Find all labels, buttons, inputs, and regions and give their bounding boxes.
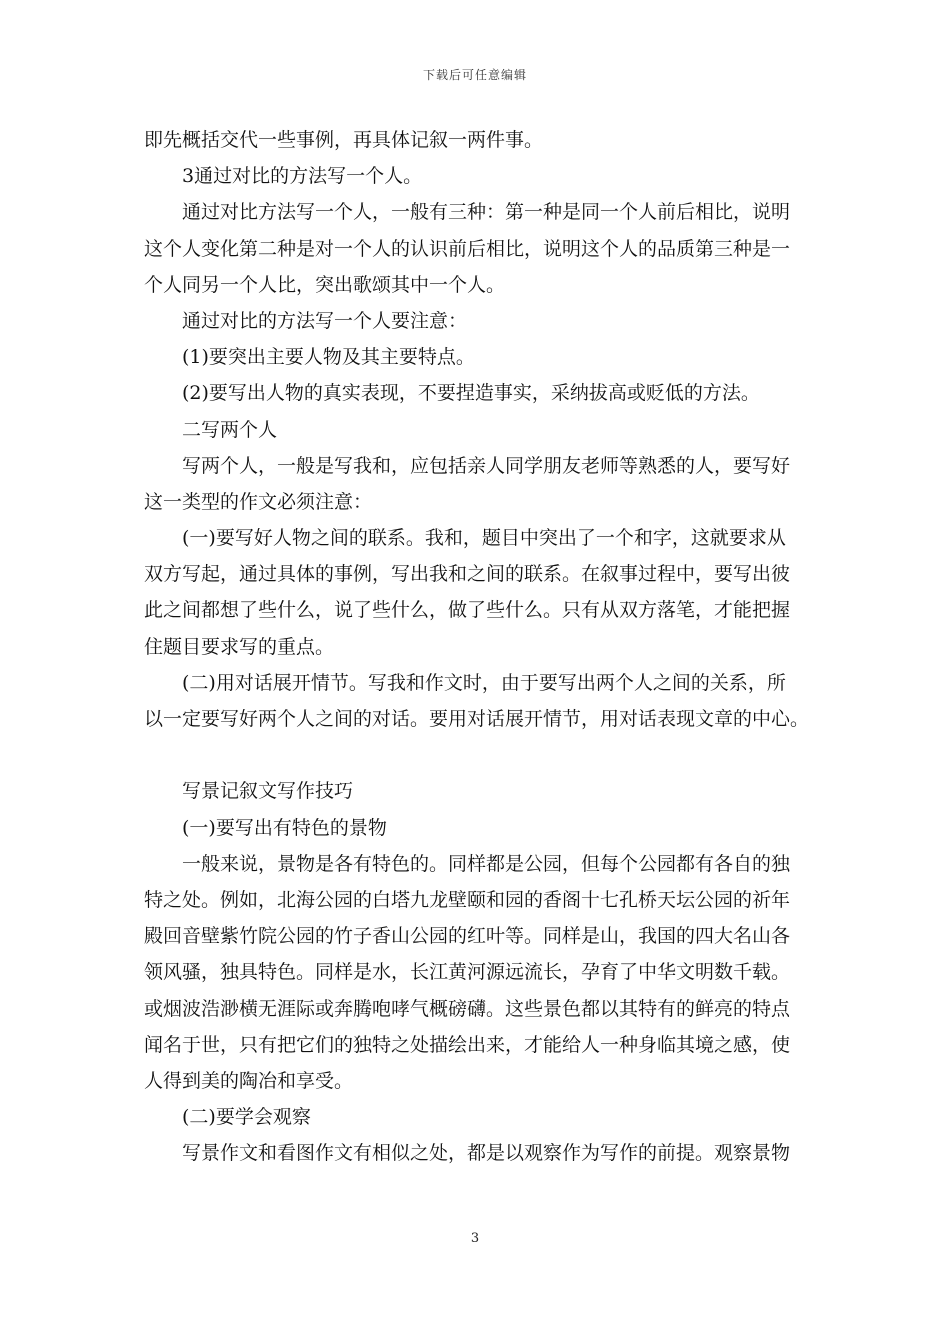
text-line: 以一定要写好两个人之间的对话。要用对话展开情节，用对话表现文章的中心。: [144, 708, 810, 730]
page-number: 3: [470, 1231, 480, 1246]
text-line: 闻名于世，只有把它们的独特之处描绘出来，才能给人一种身临其境之感，使: [144, 1033, 791, 1056]
text-line: 个人同另一个人比，突出歌颂其中一个人。: [144, 273, 506, 296]
section-heading: 写景记叙文写作技巧: [182, 780, 354, 803]
text-line: 这个人变化第二种是对一个人的认识前后相比，说明这个人的品质第三种是一: [144, 237, 791, 260]
document-body: [144, 122, 824, 1171]
subsection-heading: (一)要写出有特色的景物: [182, 816, 387, 839]
text-line: 领风骚，独具特色。同样是水，长江黄河源远流长，孕育了中华文明数千载。: [144, 961, 791, 984]
text-line: 或烟波浩渺横无涯际或奔腾咆哮气概磅礴。这些景色都以其特有的鲜亮的特点: [144, 997, 791, 1020]
text-line: (一)要写好人物之间的联系。我和，题目中突出了一个和字，这就要求从: [182, 527, 786, 550]
text-line: 双方写起，通过具体的事例，写出我和之间的联系。在叙事过程中，要写出彼: [144, 563, 791, 586]
text-line: 此之间都想了些什么，说了些什么，做了些什么。只有从双方落笔，才能把握: [144, 599, 791, 622]
text-line: 殿回音壁紫竹院公园的竹子香山公园的红叶等。同样是山，我国的四大名山各: [144, 925, 791, 948]
text-line: (2)要写出人物的真实表现，不要捏造事实，采纳拔高或贬低的方法。: [182, 382, 760, 405]
text-line: 3通过对比的方法写一个人。: [182, 165, 423, 188]
text-line: 特之处。例如，北海公园的白塔九龙壁颐和园的香阁十七孔桥天坛公园的祈年: [144, 888, 791, 911]
text-line: 住题目要求写的重点。: [144, 635, 335, 658]
text-line: 即先概括交代一些事例，再具体记叙一两件事。: [144, 129, 544, 151]
text-line: 通过对比的方法写一个人要注意：: [182, 309, 468, 332]
subsection-heading: (二)要学会观察: [182, 1106, 311, 1129]
text-line: 这一类型的作文必须注意：: [144, 490, 373, 513]
text-line: 写两个人，一般是写我和，应包括亲人同学朋友老师等熟悉的人，要写好: [182, 454, 791, 477]
paragraph-gap: [144, 737, 824, 773]
text-line: (1)要突出主要人物及其主要特点。: [182, 346, 475, 369]
text-line: 一般来说，景物是各有特色的。同样都是公园，但每个公园都有各自的独: [182, 852, 791, 875]
text-line: 写景作文和看图作文有相似之处，都是以观察作为写作的前提。观察景物: [182, 1142, 791, 1165]
text-line: 人得到美的陶冶和享受。: [144, 1069, 354, 1092]
page-header: 下载后可任意编辑: [422, 68, 527, 82]
section-heading: 二写两个人: [182, 418, 278, 441]
text-line: (二)用对话展开情节。写我和作文时，由于要写出两个人之间的关系，所: [182, 671, 786, 694]
text-line: 通过对比方法写一个人，一般有三种：第一种是同一个人前后相比，说明: [182, 201, 791, 224]
